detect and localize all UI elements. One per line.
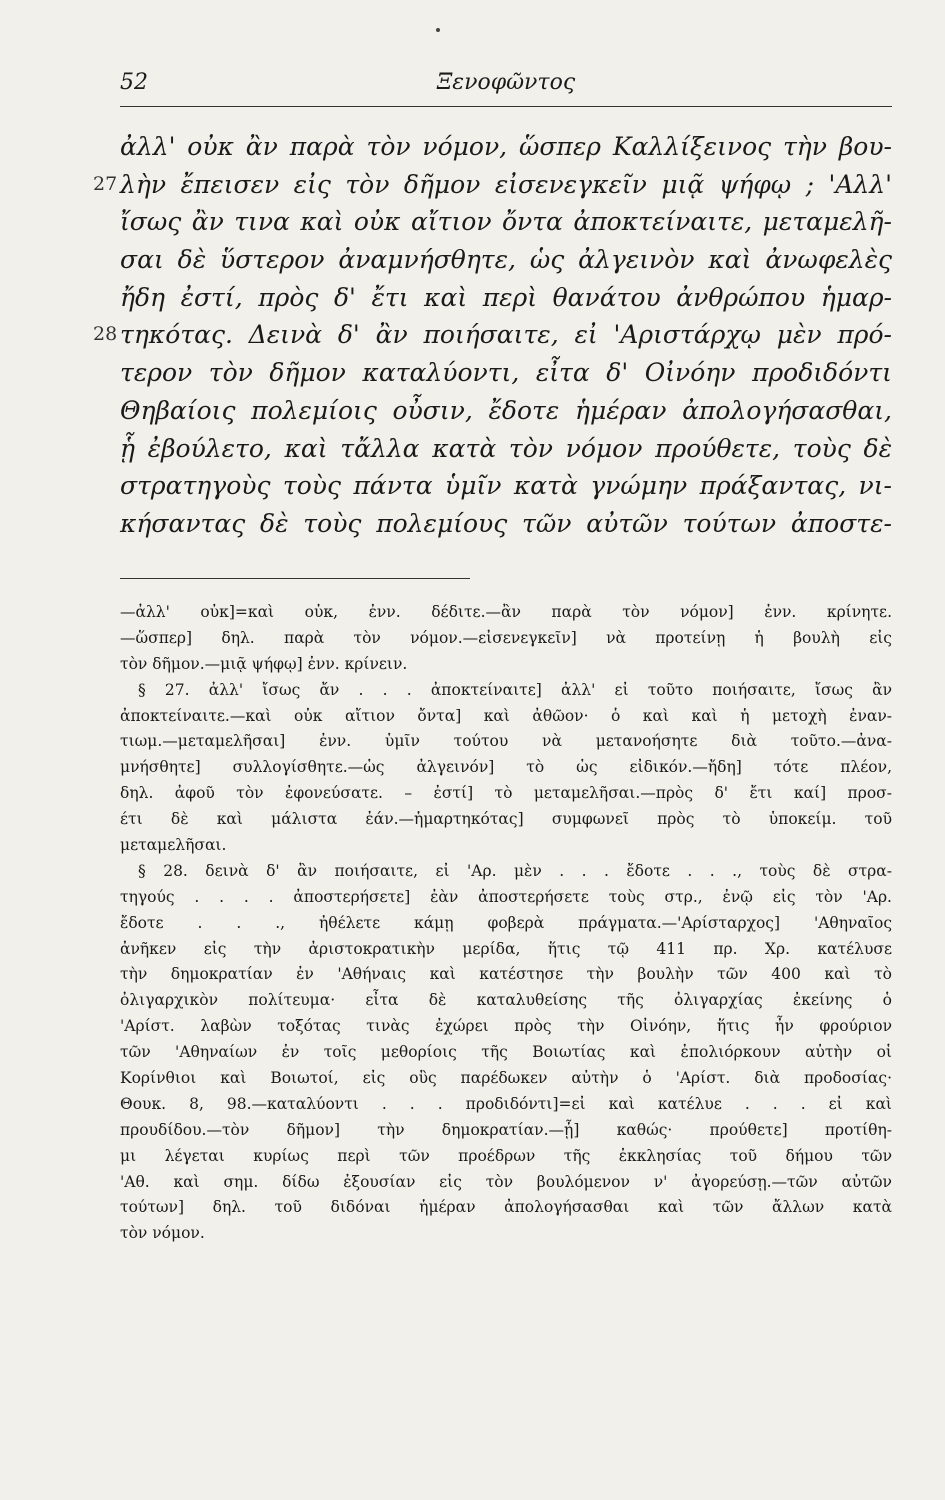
note-line: Κορίνθιοι καὶ Βοιωτοί, εἰς οὓς παρέδωκεν αὐτὴν ὁ 'Αρίστ. διὰ προδοσίας· — [120, 1069, 892, 1088]
running-title: Ξενοφῶντος — [436, 70, 576, 95]
line-text: ἤδη ἐστί, πρὸς δ' ἔτι καὶ περὶ θανάτου ἀνθρώπου ἡμαρ- — [120, 282, 892, 312]
section-number: 28 — [93, 323, 118, 346]
main-text-line — [120, 354, 892, 392]
line-text: στρατηγοὺς τοὺς πάντα ὑμῖν κατὰ γνώμην πράξαντας, νι- — [120, 471, 892, 501]
main-text-line — [120, 392, 892, 430]
line-text: ᾗ ἐβούλετο, καὶ τἄλλα κατὰ τὸν νόμον προύθετε, τοὺς δὲ — [120, 433, 892, 463]
note-line: τὸν δῆμον.—μιᾷ ψήφῳ] ἐνν. κρίνειν. — [120, 654, 408, 673]
note-line: έτι δὲ καὶ μάλιστα ἐάν.—ἡμαρτηκότας] συμφωνεῖ πρὸς τὸ ὑποκείμ. τοῦ — [120, 810, 892, 829]
note-line: ὀλιγαρχικὸν πολίτευμα· εἶτα δὲ καταλυθείσης τῆς ὀλιγαρχίας ἐκείνης ὁ — [120, 991, 892, 1010]
line-text: κήσαντας δὲ τοὺς πολεμίους τῶν αὐτῶν τούτων ἀποστε- — [120, 508, 892, 538]
note-line: —ὥσπερ] δηλ. παρὰ τὸν νόμον.—εἰσενεγκεῖν] νὰ προτείνῃ ἡ βουλὴ εἰς — [120, 628, 892, 647]
note-line: μι λέγεται κυρίως περὶ τῶν προέδρων τῆς ἐκκλησίας τοῦ δήμου τῶν — [120, 1146, 892, 1165]
note-line: τιωμ.—μεταμελῆσαι] ἐνν. ὑμῖν τούτου νὰ μετανοήσητε διὰ τοῦτο.—ἀνα- — [120, 732, 892, 751]
note-line: προυδίδου.—τὸν δῆμον] τὴν δημοκρατίαν.—ᾗ] καθώς· προύθετε] προτίθη- — [120, 1120, 892, 1139]
page-number: 52 — [120, 70, 148, 95]
note-line: τηγούς . . . . ἀποστερήσετε] ἐὰν ἀποστερήσετε τοὺς στρ., ἐνῷ εἰς τὸν 'Αρ. — [120, 887, 892, 906]
note-line: § 27. ἀλλ' ἴσως ἄν . . . ἀποκτείναιτε] ἀλλ' εἰ τοῦτο ποιήσαιτε, ἴσως ἂν — [138, 680, 892, 699]
main-text-line — [120, 128, 892, 166]
note-line: 'Αθ. καὶ σημ. δίδω ἐξουσίαν εἰς τὸν βουλόμενον ν' ἀγορεύσῃ.—τῶν αὐτῶν — [120, 1172, 892, 1191]
line-text: σαι δὲ ὕστερον ἀναμνήσθητε, ὡς ἀλγεινὸν καὶ ἀνωφελὲς — [120, 245, 892, 275]
section-number: 27 — [93, 172, 118, 195]
note-line: μνήσθητε] συλλογίσθητε.—ὡς ἀλγεινόν] τὸ ὡς εἰδικόν.—ἤδη] τότε πλέον, — [120, 758, 892, 777]
main-text-line — [120, 505, 892, 543]
main-text-line — [120, 241, 892, 279]
line-text: λὴν ἔπεισεν εἰς τὸν δῆμον εἰσενεγκεῖν μιᾷ ψήφῳ ; 'Αλλ' — [120, 169, 892, 199]
note-line: ἀποκτείναιτε.—καὶ οὐκ αἴτιον ὄντα] καὶ ἀθῶον· ὁ καὶ καὶ ἡ μετοχὴ ἐναν- — [120, 706, 892, 725]
main-text — [93, 128, 892, 543]
main-text-line — [93, 316, 892, 354]
main-text-line — [120, 467, 892, 505]
note-line: τὸν νόμον. — [120, 1224, 205, 1243]
note-line: —ἀλλ' οὐκ]=καὶ οὐκ, ἐνν. δέδιτε.—ἂν παρὰ τὸν νόμον] ἐνν. κρίνητε. — [120, 603, 892, 621]
header-rule — [120, 106, 892, 107]
note-line: 'Αρίστ. λαβὼν τοξότας τινὰς ἐχώρει πρὸς τὴν Οἰνόην, ἥτις ἦν φρούριον — [120, 1017, 892, 1036]
note-line: τῶν 'Αθηναίων ἐν τοῖς μεθορίοις τῆς Βοιωτίας καὶ ἐπολιόρκουν αὐτὴν οἱ — [120, 1043, 892, 1062]
line-text: τερον τὸν δῆμον καταλύοντι, εἶτα δ' Οἰνόην προδιδόντι — [120, 358, 892, 388]
main-text-line — [93, 166, 892, 204]
note-line: τὴν δημοκρατίαν ἐν 'Αθήναις καὶ κατέστησε τὴν βουλὴν τῶν 400 καὶ τὸ — [120, 965, 892, 984]
note-line: ἔδοτε . . ., ἠθέλετε κάμῃ φοβερὰ πράγματα.—'Αρίσταρχος] 'Αθηναῖος — [120, 913, 892, 932]
main-text-line — [120, 430, 892, 468]
note-line: Θουκ. 8, 98.—καταλύοντι . . . προδιδόντι]=εἰ καὶ κατέλυε . . . εἰ καὶ — [120, 1094, 892, 1113]
line-text: ἴσως ἂν τινα καὶ οὐκ αἴτιον ὄντα ἀποκτείναιτε, μεταμελῆ- — [120, 207, 892, 237]
note-line: § 28. δεινὰ δ' ἂν ποιήσαιτε, εἰ 'Αρ. μὲν . . . ἔδοτε . . ., τοὺς δὲ στρα- — [138, 861, 892, 880]
note-line: τούτων] δηλ. τοῦ διδόναι ἡμέραν ἀπολογήσασθαι καὶ τῶν ἄλλων κατὰ — [120, 1198, 892, 1217]
footnote-separator — [120, 578, 470, 579]
main-text-line — [120, 279, 892, 317]
commentary-notes — [120, 600, 892, 1247]
note-line: μεταμελῆσαι. — [120, 836, 227, 855]
line-text: ἀλλ' οὐκ ἂν παρὰ τὸν νόμον, ὥσπερ Καλλίξεινος τὴν βου- — [120, 132, 892, 161]
ink-speck — [436, 28, 440, 32]
note-line: δηλ. ἀφοῦ τὸν ἐφονεύσατε. – ἐστί] τὸ μεταμελῆσαι.—πρὸς δ' ἔτι καί] προσ- — [120, 784, 892, 803]
page-header — [120, 70, 892, 102]
line-text: τηκότας. Δεινὰ δ' ἂν ποιήσαιτε, εἰ 'Αριστάρχῳ μὲν πρό- — [120, 320, 892, 350]
main-text-line — [120, 203, 892, 241]
line-text: Θηβαίοις πολεμίοις οὖσιν, ἔδοτε ἡμέραν ἀπολογήσασθαι, — [120, 395, 892, 425]
note-line: ἀνῆκεν εἰς τὴν ἀριστοκρατικὴν μερίδα, ἥτις τῷ 411 πρ. Χρ. κατέλυσε — [120, 939, 892, 958]
